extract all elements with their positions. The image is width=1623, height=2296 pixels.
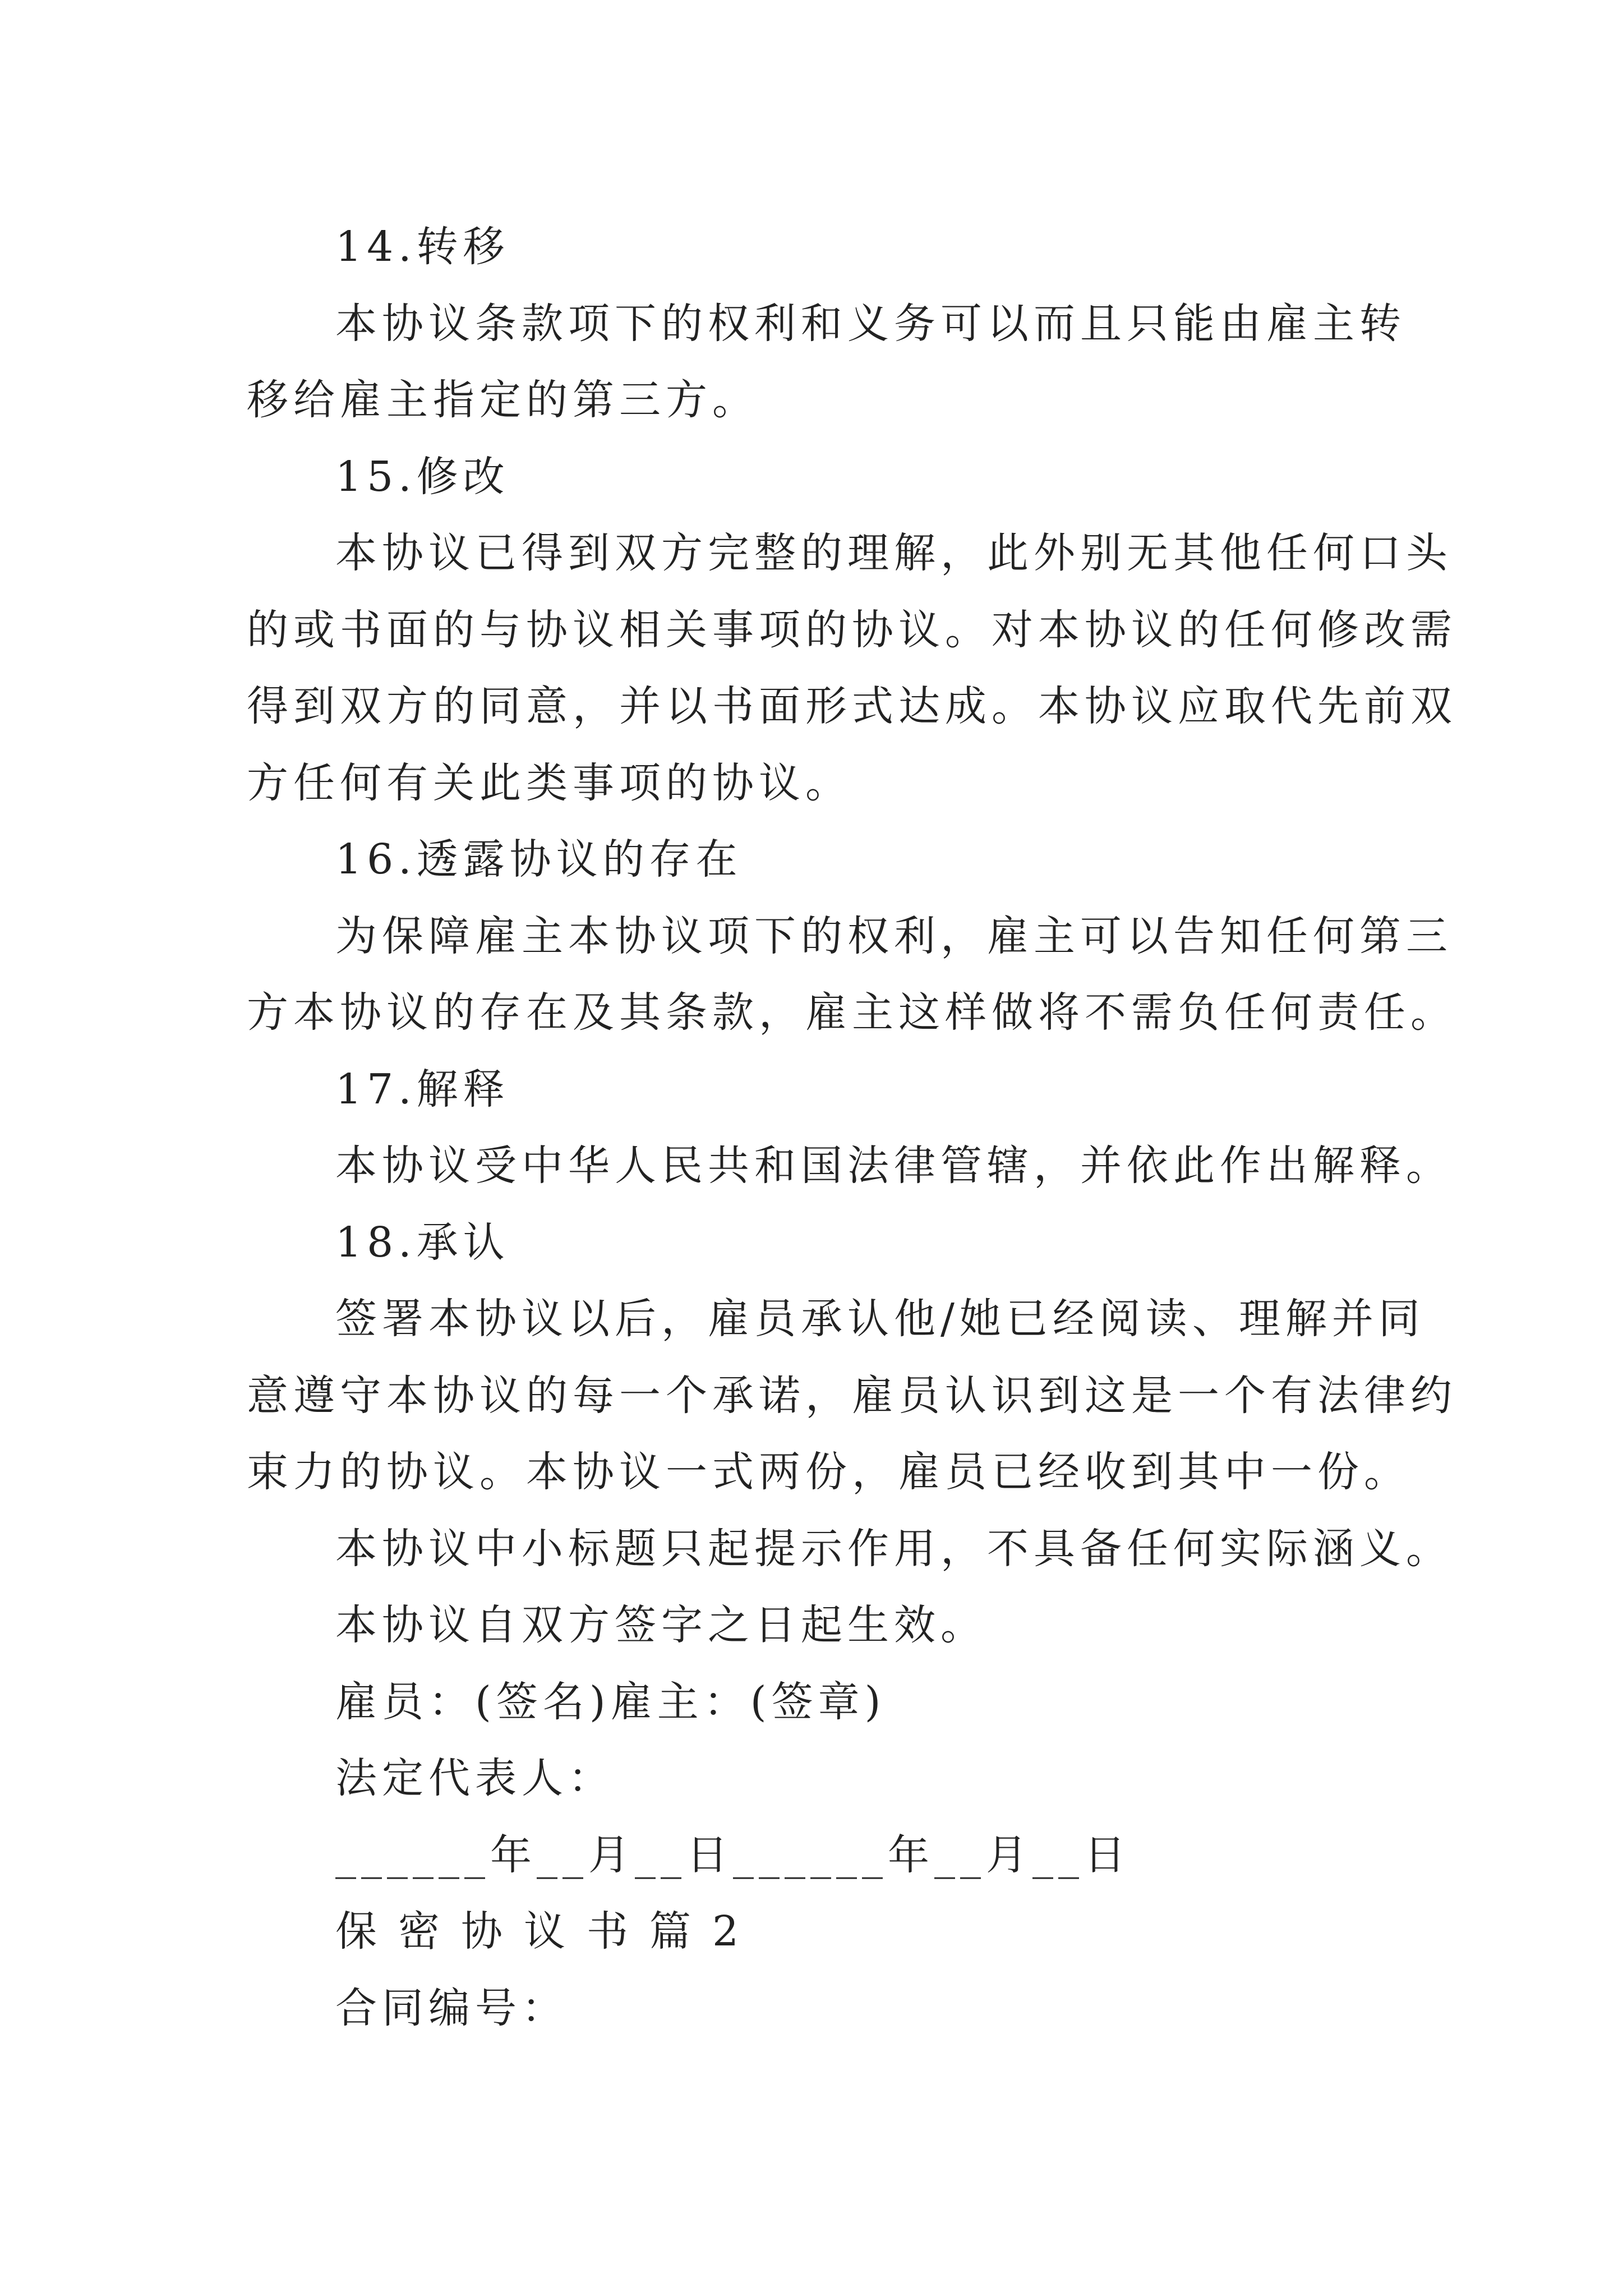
- legal-representative-line: 法定代表人：: [335, 1754, 615, 1802]
- paragraph-line: 束力的协议。本协议一式两份，雇员已经收到其中一份。: [247, 1448, 1410, 1496]
- paragraph-line: 本协议条款项下的权利和义务可以而且只能由雇主转: [335, 299, 1406, 348]
- contract-number-line: 合同编号：: [335, 1984, 568, 2032]
- section-heading-transfer: 14.转移: [335, 223, 510, 271]
- paragraph-line: 签署本协议以后，雇员承认他/她已经阅读、理解并同: [335, 1295, 1425, 1343]
- section-heading-interpretation: 17.解释: [335, 1065, 510, 1114]
- section-heading-acknowledgement: 18.承认: [335, 1218, 510, 1267]
- signature-line: 雇员：(签名)雇主：(签章): [335, 1677, 886, 1726]
- paragraph-line: 的或书面的与协议相关事项的协议。对本协议的任何修改需: [247, 605, 1457, 654]
- date-line: ______年__月__日______年__月__日: [335, 1830, 1131, 1879]
- section-heading-disclosure: 16.透露协议的存在: [335, 835, 743, 884]
- paragraph-line: 本协议自双方签字之日起生效。: [335, 1601, 987, 1649]
- document-body: [247, 209, 1457, 2046]
- next-document-title: 保密协议书篇2: [335, 1907, 760, 1955]
- paragraph-line: 方任何有关此类事项的协议。: [247, 758, 852, 807]
- paragraph-line: 本协议受中华人民共和国法律管辖，并依此作出解释。: [335, 1142, 1453, 1190]
- paragraph-line: 为保障雇主本协议项下的权利，雇主可以告知任何第三: [335, 912, 1453, 960]
- paragraph-line: 得到双方的同意，并以书面形式达成。本协议应取代先前双: [247, 682, 1457, 730]
- paragraph-line: 本协议中小标题只起提示作用，不具备任何实际涵义。: [335, 1524, 1453, 1573]
- paragraph-line: 移给雇主指定的第三方。: [247, 376, 759, 424]
- paragraph-line: 本协议已得到双方完整的理解，此外别无其他任何口头: [335, 529, 1453, 577]
- section-heading-amendment: 15.修改: [335, 452, 510, 501]
- paragraph-line: 方本协议的存在及其条款，雇主这样做将不需负任何责任。: [247, 988, 1457, 1037]
- paragraph-line: 意遵守本协议的每一个承诺，雇员认识到这是一个有法律约: [247, 1371, 1457, 1420]
